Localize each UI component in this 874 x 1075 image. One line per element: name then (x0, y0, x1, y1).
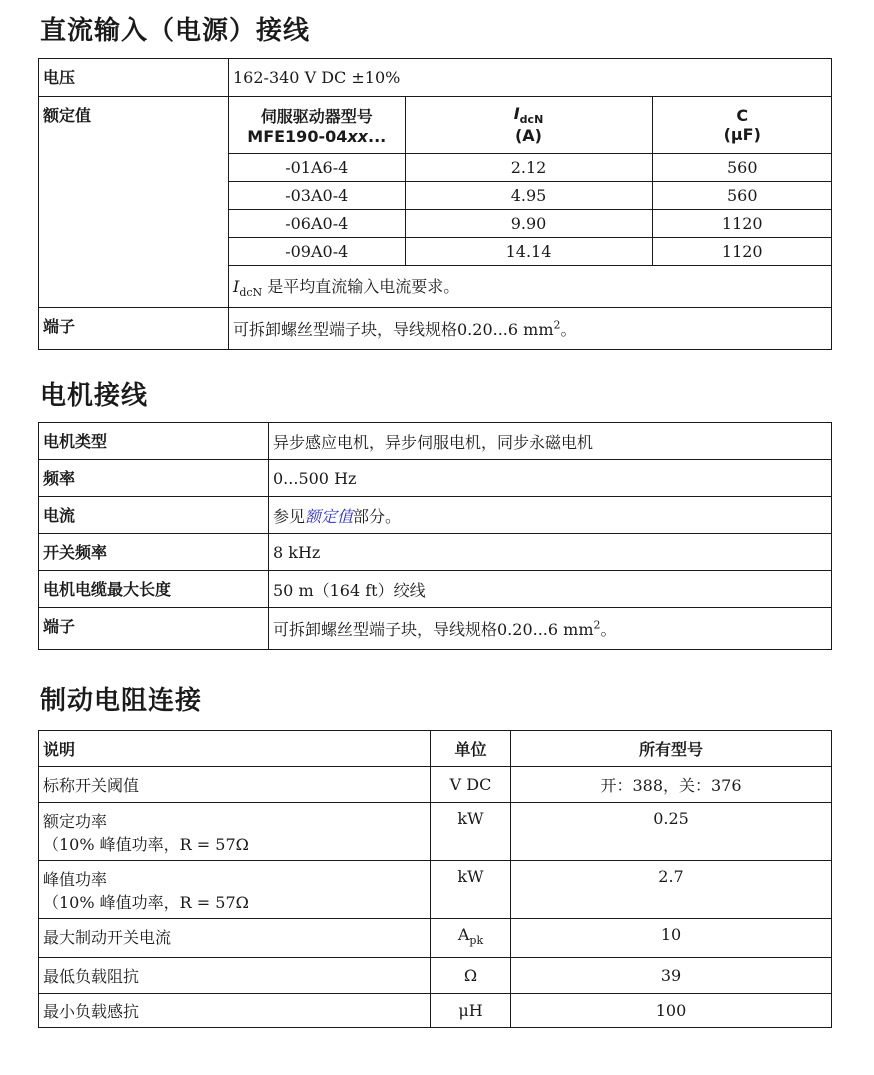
rated-row (229, 209, 832, 237)
section-title-brake-resistor: 制动电阻连接 (40, 686, 203, 716)
terminal-value (229, 308, 832, 350)
brake-unit: μH (431, 994, 511, 1028)
terminal-label: 端子 (39, 308, 229, 350)
current-unit: (A) (514, 126, 542, 146)
model-header-suffix: ... (368, 126, 387, 146)
brake-desc: 最大制动开关电流 (39, 919, 431, 958)
motor-terminal-value (269, 608, 832, 650)
brake-value: 100 (511, 994, 832, 1028)
current-suffix: 部分。 (353, 506, 402, 526)
brake-desc-line1: 峰值功率 (43, 870, 108, 889)
rated-label: 额定值 (39, 97, 229, 308)
all-models-header: 所有型号 (511, 731, 832, 767)
rated-current: 2.12 (405, 153, 652, 181)
model-header (229, 97, 405, 153)
brake-desc: 最小负载感抗 (39, 994, 431, 1028)
motor-type-value: 异步感应电机，异步伺服电机，同步永磁电机 (269, 423, 832, 460)
rated-current: 9.90 (405, 209, 652, 237)
brake-row (39, 919, 832, 958)
brake-unit: Ω (431, 958, 511, 994)
rated-current: 4.95 (405, 181, 652, 209)
brake-unit (431, 919, 511, 958)
terminal-text: 可拆卸螺丝型端子块，导线规格0.20...6 mm (233, 320, 554, 339)
brake-unit: V DC (431, 767, 511, 803)
rated-values-link[interactable]: 额定值 (305, 506, 354, 526)
model-header-xx: xx (347, 126, 368, 146)
brake-value: 开：388，关：376 (511, 767, 832, 803)
rated-row (229, 237, 832, 265)
brake-row (39, 861, 832, 919)
motor-table (38, 422, 832, 650)
brake-desc: 标称开关阈值 (39, 767, 431, 803)
brake-resistor-table (38, 730, 832, 1028)
current-prefix: 参见 (273, 506, 306, 526)
rated-note-symbol: I (233, 276, 240, 296)
switch-frequency-label: 开关频率 (39, 534, 269, 571)
terminal-sup: 2 (553, 318, 561, 332)
rated-cap: 560 (652, 181, 832, 209)
brake-unit-main: A (457, 925, 470, 944)
terminal-end: 。 (560, 320, 577, 339)
rated-model: -03A0-4 (229, 181, 405, 209)
brake-row (39, 994, 832, 1028)
cap-header (652, 97, 832, 153)
rated-model: -09A0-4 (229, 237, 405, 265)
model-header-prefix: MFE190-04 (247, 126, 348, 146)
brake-row (39, 767, 832, 803)
current-value (269, 497, 832, 534)
cap-symbol: C (736, 105, 749, 125)
section-title-dc-input: 直流输入（电源）接线 (40, 16, 311, 46)
motor-terminal-sup: 2 (593, 618, 601, 632)
brake-value: 2.7 (511, 861, 832, 919)
unit-header: 单位 (431, 731, 511, 767)
brake-value: 0.25 (511, 803, 832, 861)
dc-input-table (38, 58, 832, 350)
cable-length-value: 50 m（164 ft）绞线 (269, 571, 832, 608)
brake-value: 39 (511, 958, 832, 994)
brake-desc (39, 803, 431, 861)
frequency-label: 频率 (39, 460, 269, 497)
desc-header: 说明 (39, 731, 431, 767)
rated-cap: 1120 (652, 209, 832, 237)
frequency-value: 0...500 Hz (269, 460, 832, 497)
section-title-motor: 电机接线 (40, 381, 149, 411)
voltage-label: 电压 (39, 59, 229, 97)
rated-values-table (229, 97, 832, 307)
cap-unit: (μF) (723, 124, 761, 144)
rated-note-text: 是平均直流输入电流要求。 (262, 276, 460, 296)
brake-desc-line2: （10% 峰值功率，R = 57Ω (43, 893, 249, 912)
cable-length-label: 电机电缆最大长度 (39, 571, 269, 608)
model-header-line1: 伺服驱动器型号 (260, 106, 373, 126)
current-sub: dcN (519, 113, 544, 127)
rated-cap: 1120 (652, 237, 832, 265)
brake-unit: kW (431, 803, 511, 861)
motor-terminal-label: 端子 (39, 608, 269, 650)
rated-current: 14.14 (405, 237, 652, 265)
switch-frequency-value: 8 kHz (269, 534, 832, 571)
brake-desc-line1: 额定功率 (43, 812, 108, 831)
current-label: 电流 (39, 497, 269, 534)
brake-desc (39, 861, 431, 919)
brake-unit: kW (431, 861, 511, 919)
brake-value: 10 (511, 919, 832, 958)
brake-unit-sub: pk (469, 934, 484, 948)
brake-row (39, 958, 832, 994)
brake-row (39, 803, 832, 861)
rated-note (229, 265, 832, 307)
rated-row (229, 181, 832, 209)
brake-desc: 最低负载阻抗 (39, 958, 431, 994)
rated-cap: 560 (652, 153, 832, 181)
rated-note-sub: dcN (239, 285, 263, 299)
rated-row (229, 153, 832, 181)
brake-desc-line2: （10% 峰值功率，R = 57Ω (43, 835, 249, 854)
motor-terminal-text: 可拆卸螺丝型端子块，导线规格0.20...6 mm (273, 620, 594, 639)
motor-terminal-end: 。 (600, 620, 617, 639)
current-symbol: I (513, 104, 520, 124)
current-header (405, 97, 652, 153)
motor-type-label: 电机类型 (39, 423, 269, 460)
rated-model: -01A6-4 (229, 153, 405, 181)
voltage-value: 162-340 V DC ±10% (229, 59, 832, 97)
rated-model: -06A0-4 (229, 209, 405, 237)
